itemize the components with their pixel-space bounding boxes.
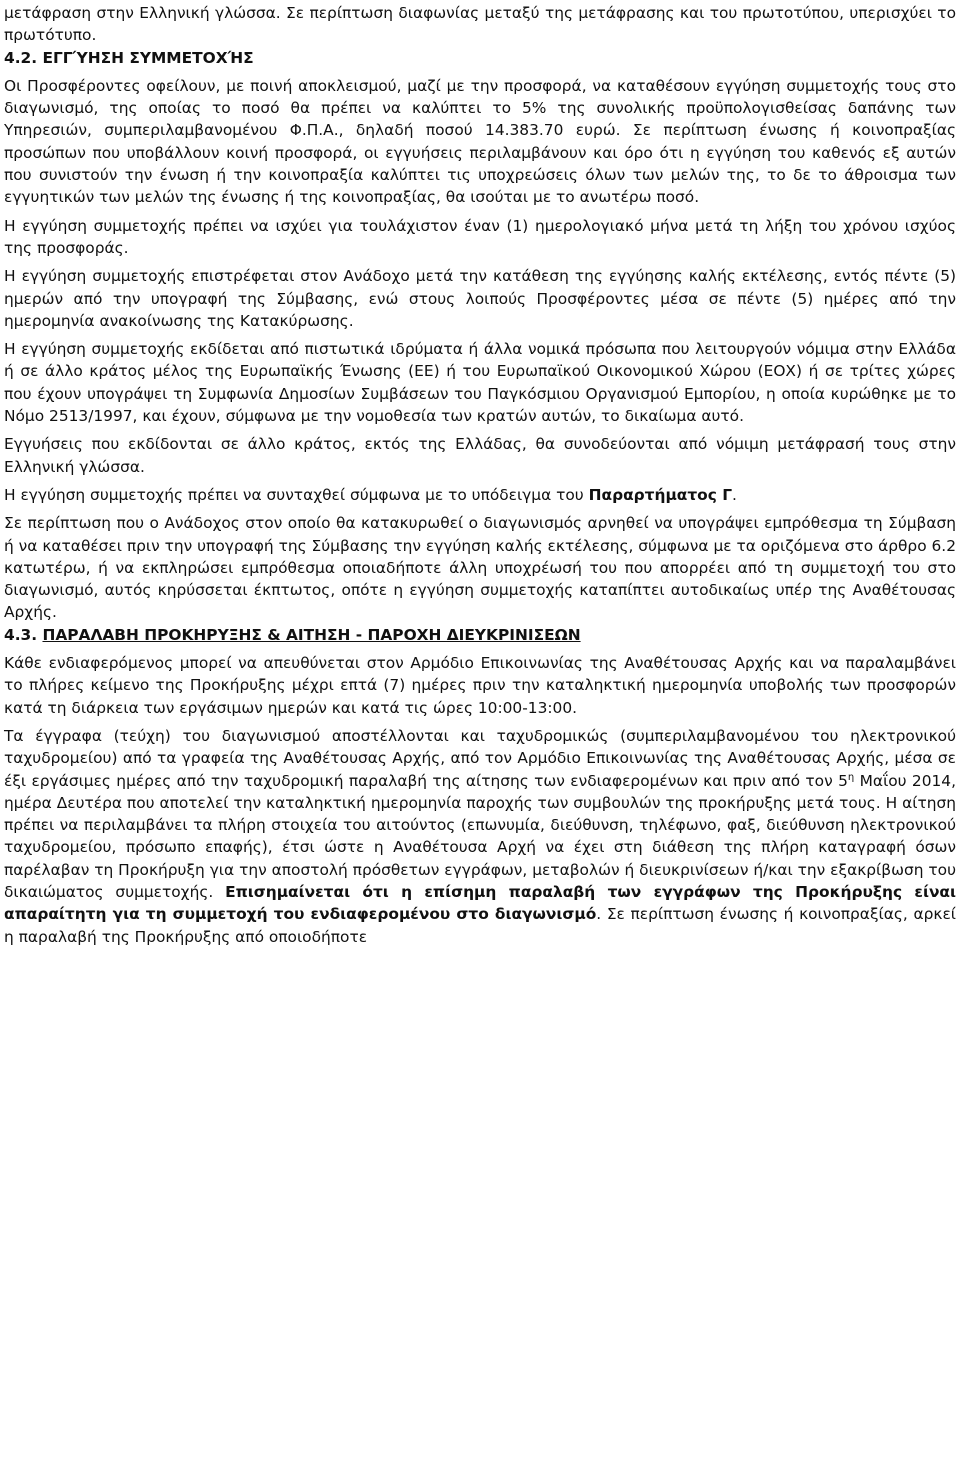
s42-paragraph-4: Η εγγύηση συμμετοχής εκδίδεται από πιστωτικά ιδρύματα ή άλλα νομικά πρόσωπα που λειτουργούν νόμιμα στην Ελλάδα ή σε άλλο κράτος μέλος της Ευρωπαϊκής Ένωσης (ΕΕ) ή του Ευρωπαϊκού Οικονομικού Χώρου (ΕΟΧ) ή σε τρίτες χώρες που έχουν υπογράψει τη Συμφωνία Δημοσίων Συμβάσεων του Παγκόσμιου Οργανισμού Εμπορίου, η οποία κυρώθηκε με το Νόμο 2513/1997, και έχουν, σύμφωνα με την νομοθεσία των κρατών αυτών, το δικαίωμα αυτό. [4,340,956,426]
s43-p2-part-c: . Σε περίπτωση ένωσης ή κοινοπραξίας, αρκεί η παραλαβή της Προκήρυξης από οποιοδήποτε [4,905,956,946]
section-heading-4-3 [4,624,956,646]
s42-paragraph-7: Σε περίπτωση που ο Ανάδοχος στον οποίο θα κατακυρωθεί ο διαγωνισμός αρνηθεί να υπογράψει εμπρόθεσμα τη Σύμβαση ή να καταθέσει πριν την υπογραφή της Σύμβασης την εγγύηση καλής εκτέλεσης, σύμφωνα με τα οριζόμενα στο άρθρο 6.2 κατωτέρω, ή να εκπληρώσει εμπρόθεσμα οποιαδήποτε άλλη υποχρέωσή του που απορρέει από τη συμμετοχή του στο διαγωνισμό, αυτός κηρύσσεται έκπτωτος, οπότε η εγγύηση συμμετοχής καταπίπτει αυτοδικαίως υπέρ της Αναθέτουσας Αρχής. [4,514,956,622]
ordinal-superscript: η [847,771,855,783]
s43-paragraph-1: Κάθε ενδιαφερόμενος μπορεί να απευθύνεται στον Αρμόδιο Επικοινωνίας της Αναθέτουσας Αρχής και να παραλαμβάνει το πλήρες κείμενο της Προκήρυξης μέχρι επτά (7) ημέρες πριν την καταληκτική ημερομηνία υποβολής των προσφορών κατά τη διάρκεια των εργάσιμων ημερών και κατά τις ώρες 10:00-13:00. [4,654,956,717]
s42-paragraph-6 [4,484,956,506]
document-page [4,2,956,948]
section-title: ΕΓΓΎΗΣΗ ΣΥΜΜΕΤΟΧΉΣ [42,48,254,67]
s42-paragraph-2: Η εγγύηση συμμετοχής πρέπει να ισχύει για τουλάχιστον έναν (1) ημερολογιακό μήνα μετά τη λήξη του χρόνου ισχύος της προσφοράς. [4,216,956,257]
section-heading-4-2 [4,47,956,69]
annex-reference: Παραρτήματος Γ [588,485,733,504]
s42-paragraph-1: Οι Προσφέροντες οφείλουν, με ποινή αποκλεισμού, μαζί με την προσφορά, να καταθέσουν εγγύηση συμμετοχής τους στο διαγωνισμό, της οποίας το ποσό θα πρέπει να καλύπτει το 5% της συνολικής προϋπολογισθείσας δαπάνης των Υπηρεσιών, συμπεριλαμβανομένου Φ.Π.Α., δηλαδή ποσού 14.383.70 ευρώ. Σε περίπτωση ένωσης ή κοινοπραξίας προσώπων που υποβάλλουν κοινή προσφορά, οι εγγυήσεις περιλαμβάνουν και όρο ότι η εγγύηση του καθενός εξ αυτών που συνιστούν την ένωση ή την κοινοπραξία καλύπτει τις υποχρεώσεις όλων των μελών της, το δε το άθροισμα των εγγυητικών των μελών της ένωσης ή της κοινοπραξίας, θα ισούται με το ανωτέρω ποσό. [4,76,956,207]
section-number: 4.2. [4,48,38,67]
section-number: 4.3. [4,625,38,644]
s42-paragraph-3: Η εγγύηση συμμετοχής επιστρέφεται στον Ανάδοχο μετά την κατάθεση της εγγύησης καλής εκτέλεσης, εντός πέντε (5) ημερών από την υπογραφή της Σύμβασης, ενώ στους λοιπούς Προσφέροντες μέσα σε πέντε (5) ημέρες από την ημερομηνία ανακοίνωσης της Κατακύρωσης. [4,267,956,330]
s43-paragraph-2 [4,725,956,948]
s42-p6-text: Η εγγύηση συμμετοχής πρέπει να συνταχθεί σύμφωνα με το υπόδειγμα του [4,485,589,504]
intro-paragraph: μετάφραση στην Ελληνική γλώσσα. Σε περίπτωση διαφωνίας μεταξύ της μετάφρασης και του πρωτοτύπου, υπερισχύει το πρωτότυπο. [4,4,956,45]
s43-p2-part-a: Τα έγγραφα (τεύχη) του διαγωνισμού αποστέλλονται και ταχυδρομικώς (συμπεριλαμβανομένου του ηλεκτρονικού ταχυδρομείου) από τα γραφεία της Αναθέτουσας Αρχής, από τον Αρμόδιο Επικοινωνίας της Αναθέτουσας Αρχής, μέσα σε έξι εργάσιμες ημέρες από την ταχυδρομική παραλαβή της αίτησης των ενδιαφερομένων και πριν από τον 5 [4,726,956,790]
s42-p6-end: . [732,485,737,504]
s43-p2-part-b: Μαΐου 2014, ημέρα Δευτέρα που αποτελεί την καταληκτική ημερομηνία παροχής των συμβουλών της προκήρυξης μετά τους. Η αίτηση πρέπει να περιλαμβάνει τα πλήρη στοιχεία του αιτούντος (επωνυμία, διεύθυνση, τηλέφωνο, φαξ, διεύθυνση ηλεκτρονικού ταχυδρομείου, πρόσωπο επαφής), έτσι ώστε η Αναθέτουσα Αρχή να έχει στη διάθεση της πλήρη καταγραφή όσων παρέλαβαν τη Προκήρυξη για την αποστολή πρόσθετων εγγράφων, μεταβολών ή διευκρινίσεων ή/και την εξακρίβωση του δικαιώματος συμμετοχής. [4,771,956,901]
s43-p2-emphasis: Επισημαίνεται ότι η επίσημη παραλαβή των εγγράφων της Προκήρυξης είναι απαραίτητη για τη συμμετοχή του ενδιαφερομένου στο διαγωνισμό [4,882,956,924]
s42-paragraph-5: Εγγυήσεις που εκδίδονται σε άλλο κράτος, εκτός της Ελλάδας, θα συνοδεύονται από νόμιμη μετάφρασή τους στην Ελληνική γλώσσα. [4,435,956,476]
section-title: ΠΑΡΑΛΑΒΗ ΠΡΟΚΗΡΥΞΗΣ & ΑΙΤΗΣΗ - ΠΑΡΟΧΗ ΔΙΕΥΚΡΙΝΙΣΕΩΝ [42,625,581,644]
